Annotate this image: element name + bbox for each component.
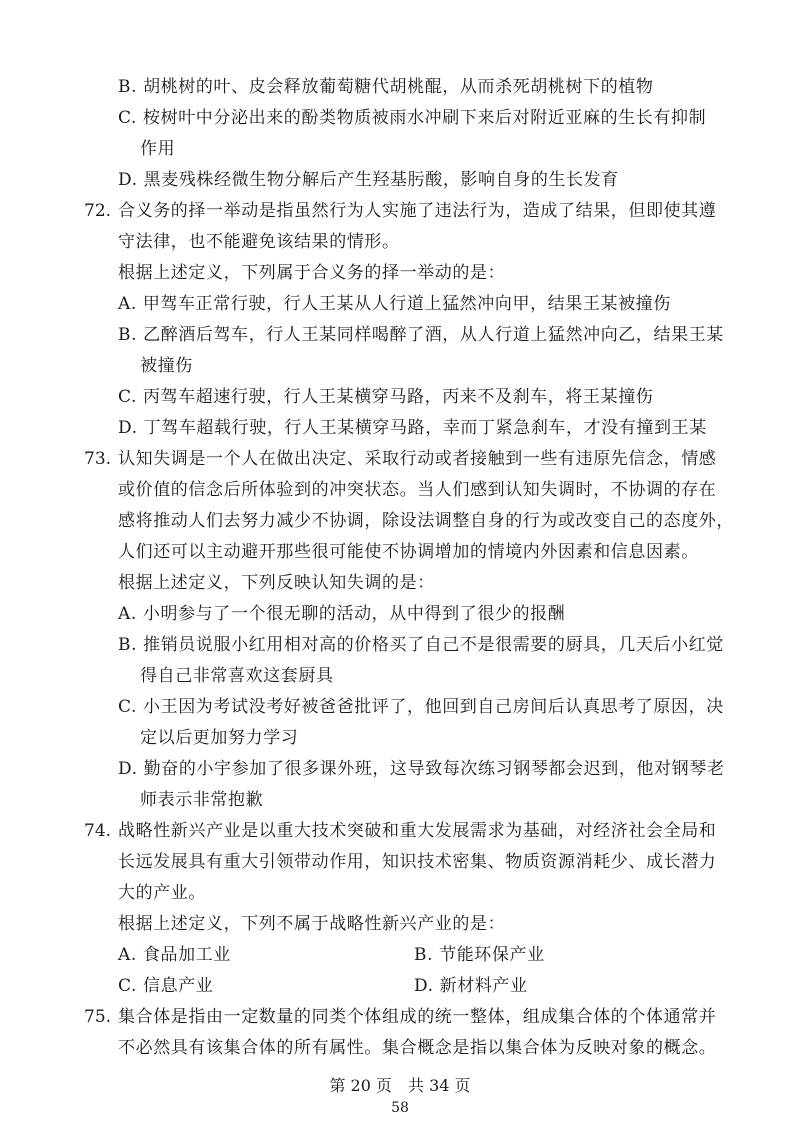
q72-stem-cont: 守法律，也不能避免该结果的情形。 <box>118 232 400 252</box>
q74-prompt: 根据上述定义，下列不属于战略性新兴产业的是： <box>118 914 506 934</box>
q74-number: 74. <box>84 821 112 841</box>
q71-option-d: D. 黑麦残株经微生物分解后产生羟基肟酸，影响自身的生长发育 <box>118 170 619 190</box>
q73-option-d: D. 勤奋的小宇参加了很多课外班，这导致每次练习钢琴都会迟到，他对钢琴老 <box>118 759 725 779</box>
q71-option-c-cont: 作用 <box>140 139 176 159</box>
q72-option-b: B. 乙醉酒后驾车，行人王某同样喝醉了酒，从人行道上猛然冲向乙，结果王某 <box>118 325 724 345</box>
q73-stem-cont-2: 感将推动人们去努力减少不协调，除设法调整自身的行为或改变自己的态度外， <box>118 511 734 531</box>
q74-option-b: B. 节能环保产业 <box>414 945 545 965</box>
q73-option-c-cont: 定以后更加努力学习 <box>140 728 299 748</box>
q74-option-a: A. 食品加工业 <box>118 945 231 965</box>
q75-number: 75. <box>84 1007 112 1027</box>
q73-stem: 认知失调是一个人在做出决定、采取行动或者接触到一些有违原先信念，情感 <box>118 449 717 469</box>
q72-number: 72. <box>84 201 112 221</box>
q74-stem: 战略性新兴产业是以重大技术突破和重大发展需求为基础，对经济社会全局和 <box>118 821 717 841</box>
page-number: 58 <box>391 1100 409 1116</box>
q74-stem-cont-1: 长远发展具有重大引领带动作用，知识技术密集、物质资源消耗少、成长潜力 <box>118 852 717 872</box>
q73-number: 73. <box>84 449 112 469</box>
q75-stem: 集合体是指由一定数量的同类个体组成的统一整体，组成集合体的个体通常并 <box>118 1007 717 1027</box>
q73-option-b-cont: 得自己非常喜欢这套厨具 <box>140 666 334 686</box>
q73-option-b: B. 推销员说服小红用相对高的价格买了自己不是很需要的厨具，几天后小红觉 <box>118 635 724 655</box>
q71-option-c: C. 桉树叶中分泌出来的酚类物质被雨水冲刷下来后对附近亚麻的生长有抑制 <box>118 108 707 128</box>
q73-option-d-cont: 师表示非常抱歉 <box>140 790 264 810</box>
q75-stem-cont: 不必然具有该集合体的所有属性。集合概念是指以集合体为反映对象的概念。 <box>118 1038 717 1058</box>
q74-stem-cont-2: 大的产业。 <box>118 883 206 903</box>
q72-option-c: C. 丙驾车超速行驶，行人王某横穿马路，丙来不及刹车，将王某撞伤 <box>118 387 654 407</box>
q72-option-d: D. 丁驾车超载行驶，行人王某横穿马路，幸而丁紧急刹车，才没有撞到王某 <box>118 418 707 438</box>
page-count-label: 第 20 页 共 34 页 <box>329 1076 471 1095</box>
q74-option-c: C. 信息产业 <box>118 976 214 996</box>
q73-option-c: C. 小王因为考试没考好被爸爸批评了，他回到自己房间后认真思考了原因，决 <box>118 697 724 717</box>
q72-prompt: 根据上述定义，下列属于合义务的择一举动的是： <box>118 263 506 283</box>
q73-stem-cont-3: 人们还可以主动避开那些很可能使不协调增加的情境内外因素和信息因素。 <box>118 542 699 562</box>
q72-option-a: A. 甲驾车正常行驶，行人王某从人行道上猛然冲向甲，结果王某被撞伤 <box>118 294 671 314</box>
q71-option-b: B. 胡桃树的叶、皮会释放葡萄糖代胡桃醌，从而杀死胡桃树下的植物 <box>118 77 654 97</box>
q72-option-b-cont: 被撞伤 <box>140 356 193 376</box>
q73-stem-cont-1: 或价值的信念后所体验到的冲突状态。当人们感到认知失调时，不协调的存在 <box>118 480 717 500</box>
q73-option-a: A. 小明参与了一个很无聊的活动，从中得到了很少的报酬 <box>118 604 566 624</box>
q74-option-d: D. 新材料产业 <box>414 976 528 996</box>
q72-stem: 合义务的择一举动是指虽然行为人实施了违法行为，造成了结果，但即使其遵 <box>118 201 717 221</box>
q73-prompt: 根据上述定义，下列反映认知失调的是： <box>118 573 435 593</box>
